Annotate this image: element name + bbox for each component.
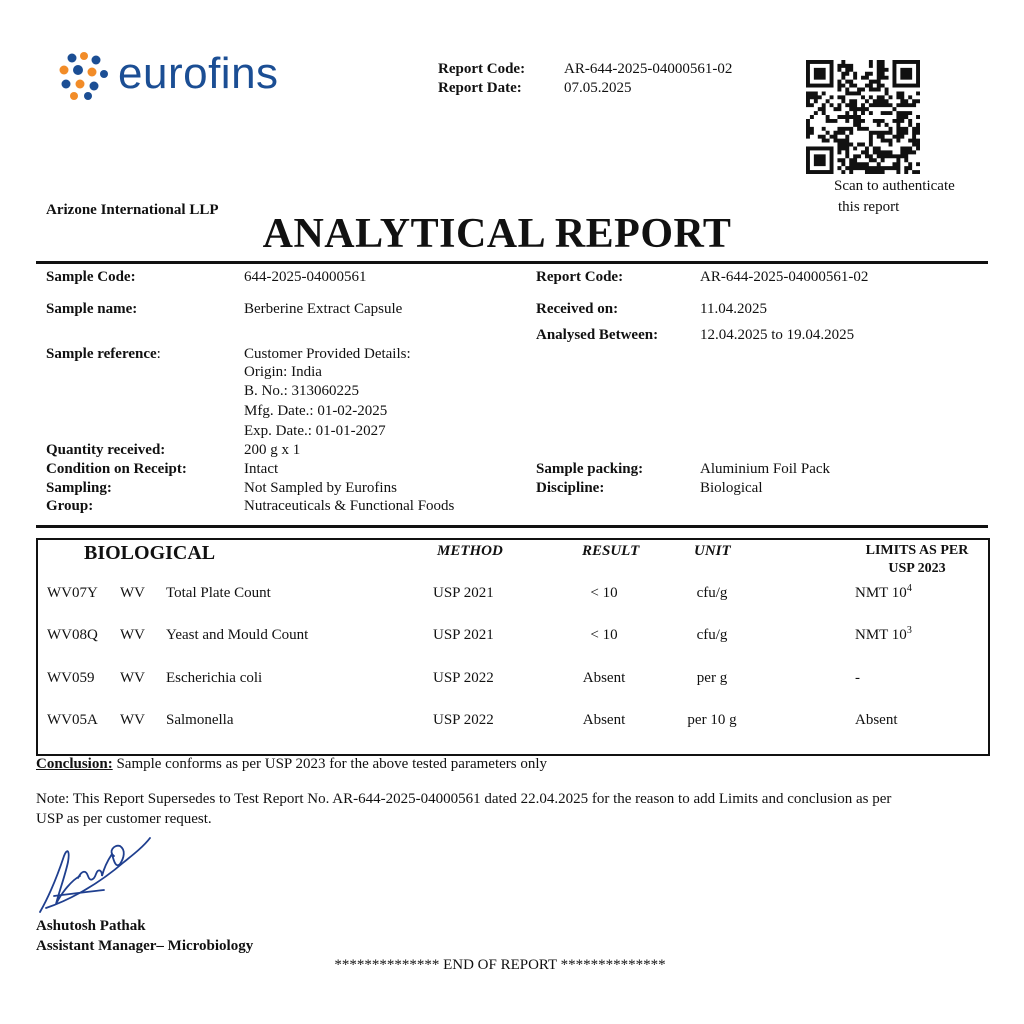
row-0-method: USP 2021 <box>433 585 494 601</box>
row-1-limit-wrap <box>855 627 912 644</box>
row-1-limit: NMT 10 <box>855 627 907 643</box>
customer-name: Arizone International LLP <box>46 202 219 218</box>
row-2-limit: - <box>855 670 860 686</box>
row-0-limit: NMT 10 <box>855 585 907 601</box>
row-2-type: WV <box>120 670 145 686</box>
header-limits-line2: USP 2023 <box>888 561 946 576</box>
row-1-code: WV08Q <box>47 627 98 643</box>
qr-code-icon <box>806 60 920 174</box>
analysed-value: 12.04.2025 to 19.04.2025 <box>700 327 855 343</box>
reference-line-4: Exp. Date.: 01-01-2027 <box>244 423 386 439</box>
report-code-label-2: Report Code: <box>536 269 624 285</box>
eurofins-logo <box>56 50 116 102</box>
row-1-result: < 10 <box>590 627 618 643</box>
condition-label: Condition on Receipt: <box>46 461 187 477</box>
divider-middle <box>36 525 988 528</box>
row-0-result: < 10 <box>590 585 618 601</box>
row-1-type: WV <box>120 627 145 643</box>
row-2-method: USP 2022 <box>433 670 494 686</box>
analysed-label: Analysed Between: <box>536 327 659 343</box>
sampling-label: Sampling: <box>46 480 112 496</box>
row-1-parameter: Yeast and Mould Count <box>166 627 309 643</box>
row-3-method: USP 2022 <box>433 712 494 728</box>
conclusion-label: Conclusion: <box>36 756 113 772</box>
reference-line-0: Customer Provided Details: <box>244 346 411 362</box>
page-title: ANALYTICAL REPORT <box>262 211 732 257</box>
condition-value: Intact <box>244 461 279 477</box>
row-3-limit: Absent <box>855 712 898 728</box>
row-0-limit-exponent: 4 <box>906 583 912 594</box>
reference-line-1: Origin: India <box>244 364 322 380</box>
row-1-unit: cfu/g <box>696 627 728 643</box>
row-1-method: USP 2021 <box>433 627 494 643</box>
sample-code-value: 644-2025-04000561 <box>244 269 367 285</box>
report-date-label: Report Date: <box>438 80 522 96</box>
group-value: Nutraceuticals & Functional Foods <box>244 498 455 514</box>
quantity-label: Quantity received: <box>46 442 166 458</box>
qr-caption-line1: Scan to authenticate <box>834 178 955 194</box>
header-result: RESULT <box>582 543 640 559</box>
row-2-unit: per g <box>696 670 728 686</box>
header-method: METHOD <box>437 543 503 559</box>
report-code-value: AR-644-2025-04000561-02 <box>564 61 733 77</box>
section-title: BIOLOGICAL <box>84 542 216 564</box>
row-3-unit: per 10 g <box>687 712 737 728</box>
received-value: 11.04.2025 <box>700 301 767 317</box>
row-2-result: Absent <box>582 670 626 686</box>
row-0-limit-wrap <box>855 585 912 602</box>
row-3-type: WV <box>120 712 145 728</box>
row-0-code: WV07Y <box>47 585 98 601</box>
eurofins-dots-logo-icon <box>56 50 112 102</box>
divider-top <box>36 261 988 264</box>
row-3-code: WV05A <box>47 712 98 728</box>
report-code-value-2: AR-644-2025-04000561-02 <box>700 269 869 285</box>
row-2-code: WV059 <box>47 670 95 686</box>
reference-colon: : <box>156 346 161 362</box>
reference-line-3: Mfg. Date.: 01-02-2025 <box>244 403 388 419</box>
reference-line-2: B. No.: 313060225 <box>244 383 360 399</box>
sample-code-label: Sample Code: <box>46 269 136 285</box>
group-label: Group: <box>46 498 94 514</box>
packing-value: Aluminium Foil Pack <box>700 461 831 477</box>
signature <box>34 832 164 916</box>
row-2-parameter: Escherichia coli <box>166 670 263 686</box>
row-3-result: Absent <box>582 712 626 728</box>
packing-label: Sample packing: <box>536 461 644 477</box>
report-code-label: Report Code: <box>438 61 526 77</box>
sample-name-value: Berberine Extract Capsule <box>244 301 403 317</box>
note-line2: USP as per customer request. <box>36 811 212 827</box>
qr-code[interactable] <box>806 60 920 174</box>
end-of-report: ************** END OF REPORT ************** <box>334 957 666 973</box>
sample-name-label: Sample name: <box>46 301 138 317</box>
signature-icon <box>34 832 164 916</box>
signatory-name: Ashutosh Pathak <box>36 918 146 934</box>
signatory-title: Assistant Manager– Microbiology <box>36 938 254 954</box>
row-1-limit-exponent: 3 <box>906 625 912 636</box>
header-unit: UNIT <box>694 543 731 559</box>
quantity-value: 200 g x 1 <box>244 442 301 458</box>
row-3-parameter: Salmonella <box>166 712 234 728</box>
reference-label: Sample reference <box>46 346 157 362</box>
discipline-value: Biological <box>700 480 763 496</box>
brand-wordmark: eurofins <box>118 49 279 98</box>
row-0-unit: cfu/g <box>696 585 728 601</box>
header-limits-line1: LIMITS AS PER <box>865 543 969 558</box>
reference-label-wrap <box>46 346 161 363</box>
conclusion <box>36 756 547 773</box>
qr-caption-line2: this report <box>838 199 900 215</box>
sampling-value: Not Sampled by Eurofins <box>244 480 397 496</box>
row-0-parameter: Total Plate Count <box>166 585 271 601</box>
received-label: Received on: <box>536 301 619 317</box>
conclusion-text: Sample conforms as per USP 2023 for the above tested parameters only <box>112 756 548 772</box>
row-0-type: WV <box>120 585 145 601</box>
report-date-value: 07.05.2025 <box>564 80 632 96</box>
note-line1: Note: This Report Supersedes to Test Report No. AR-644-2025-04000561 dated 22.04.2025 for the reason to add Limits and conclusion as per <box>36 791 892 807</box>
discipline-label: Discipline: <box>536 480 605 496</box>
